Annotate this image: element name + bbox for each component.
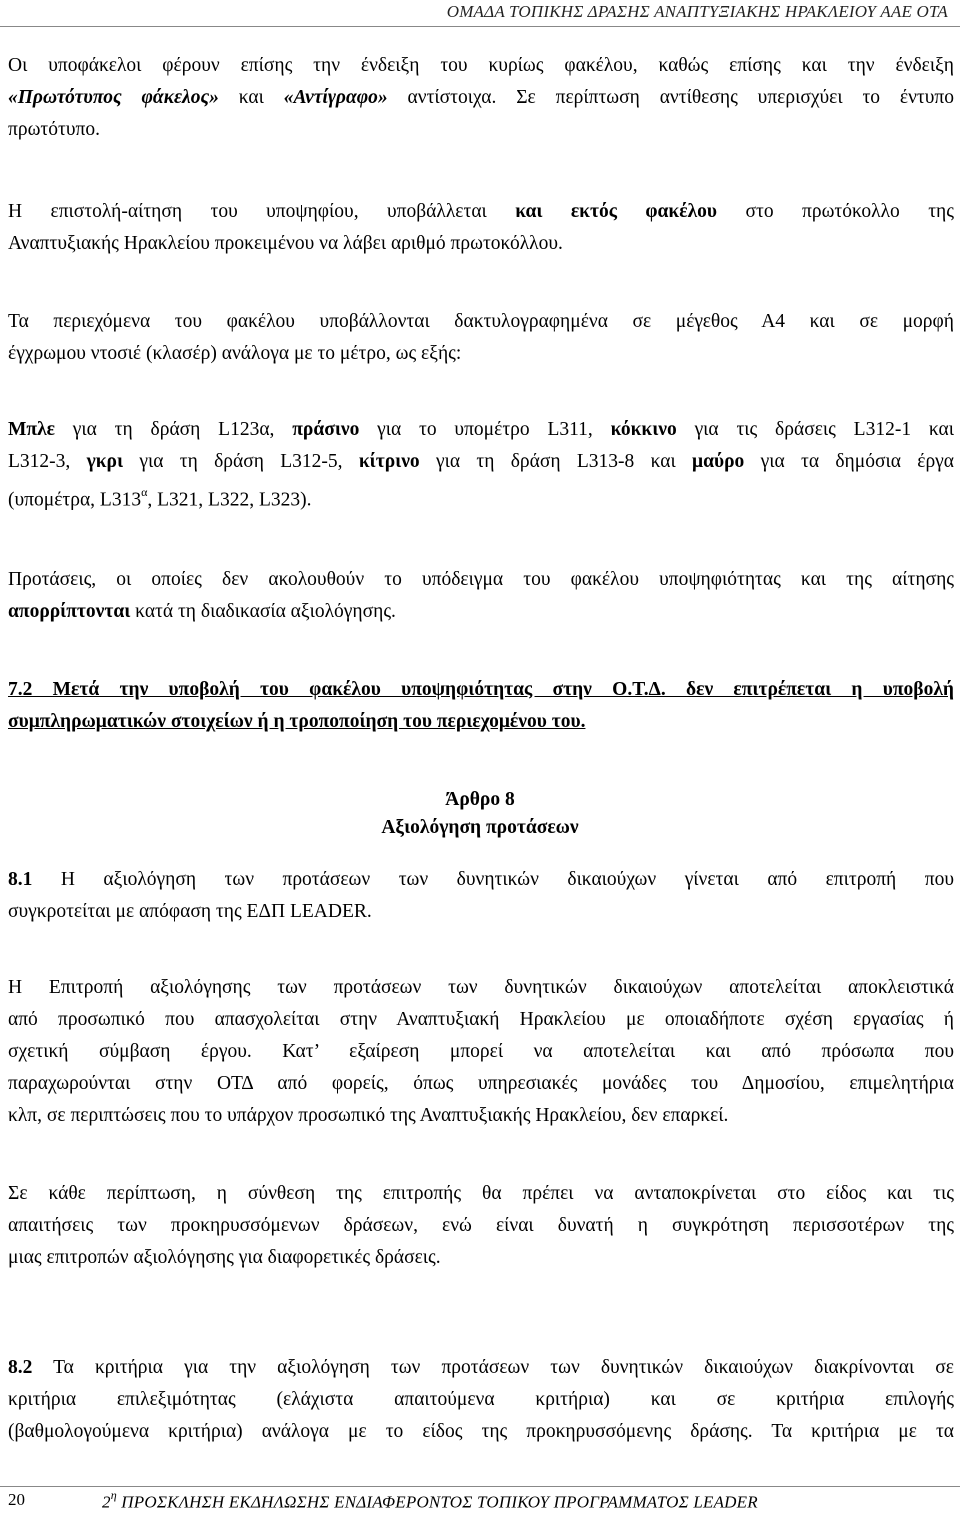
text-line: Προτάσεις, οι οποίες δεν ακολουθούν το υπόδειγμα του φακέλου υποψηφιότητας και της αίτησης — [8, 569, 954, 590]
footer-rule — [0, 1486, 960, 1487]
bold-outside-folder: και εκτός φακέλου — [515, 201, 718, 222]
text-line: συγκροτείται με απόφαση της ΕΔΠ LEADER. — [8, 901, 372, 922]
section-number: 8.2 — [8, 1357, 33, 1378]
color-yellow: κίτρινο — [358, 451, 420, 472]
text-line: 8.2 Τα κριτήρια για την αξιολόγηση των προτάσεων των δυνητικών δικαιούχων διακρίνονται σε — [8, 1357, 954, 1378]
footer-title: $2^\eta$ ΠΡΟΣΚΛΗΣΗ ΕΚΔΗΛΩΣΗΣ ΕΝΔΙΑΦΕΡΟΝΤΟΣ ΤΟΠΙΚΟΥ ΠΡΟΓΡΑΜΜΑΤΟΣ LEADER — [102, 1488, 758, 1512]
emphasis-original-folder: «Πρωτότυπος φάκελος» — [8, 87, 219, 108]
text-line: μιας επιτροπών αξιολόγησης για διαφορετικές δράσεις. — [8, 1247, 441, 1268]
page-header: ΟΜΑΔΑ ΤΟΠΙΚΗΣ ΔΡΑΣΗΣ ΑΝΑΠΤΥΞΙΑΚΗΣ ΗΡΑΚΛΕΙΟΥ ΑΑΕ ΟΤΑ — [446, 2, 948, 21]
text-line: έγχρωμου ντοσιέ (κλασέρ) ανάλογα με το μέτρο, ως εξής: — [8, 343, 462, 364]
paragraph-folder-colors — [8, 414, 954, 510]
text-line: παραχωρούνται στην ΟΤΔ από φορείς, όπως υπηρεσιακές μονάδες του Δημοσίου, επιμελητήρια — [8, 1073, 954, 1094]
color-black: μαύρο — [692, 451, 745, 472]
text-line: συμπληρωματικών στοιχείων ή η τροποποίηση του περιεχομένου του. — [8, 711, 586, 732]
article-title: Άρθρο 8 — [445, 789, 515, 810]
text-line: κριτήρια επιλεξιμότητας (ελάχιστα απαιτούμενα κριτήρια) και σε κριτήρια επιλογής — [8, 1389, 954, 1410]
text-line: απορρίπτονται κατά τη διαδικασία αξιολόγησης. — [8, 601, 396, 622]
bold-rejected: απορρίπτονται — [8, 601, 131, 622]
text-line: (υπομέτρα, $L313^\alpha$, L321, L322, L323). — [8, 485, 312, 511]
paragraph-application-letter — [8, 196, 954, 260]
color-blue: Μπλε — [8, 419, 55, 440]
text-line: Αναπτυξιακής Ηρακλείου προκειμένου να λάβει αριθμό πρωτοκόλλου. — [8, 233, 563, 254]
page-number: 20 — [8, 1490, 25, 1509]
text-line: 7.2 Μετά την υποβολή του φακέλου υποψηφιότητας στην Ο.Τ.Δ. δεν επιτρέπεται η υποβολή — [8, 679, 954, 700]
color-red: κόκκινο — [610, 419, 677, 440]
paragraph-subfolders — [8, 50, 954, 146]
text-line: Μπλε για τη δράση L123α, πράσινο για το υπομέτρο L311, κόκκινο για τις δράσεις L312-1 και — [8, 419, 954, 440]
paragraph-section-8-2 — [8, 1352, 954, 1448]
article-subtitle: Αξιολόγηση προτάσεων — [381, 817, 579, 838]
paragraph-section-8-1 — [8, 864, 954, 928]
text-line: Η επιστολή-αίτηση του υποψηφίου, υποβάλλεται και εκτός φακέλου στο πρωτόκολλο της — [8, 201, 954, 222]
color-green: πράσινο — [292, 419, 360, 440]
text-line: Η Επιτροπή αξιολόγησης των προτάσεων των δυνητικών δικαιούχων αποτελείται αποκλειστικά — [8, 977, 954, 998]
text-line: πρωτότυπο. — [8, 119, 100, 140]
color-gray: γκρι — [86, 451, 124, 472]
text-line: (βαθμολογούμενα κριτήρια) ανάλογα με το είδος της προκηρυσσόμενης δράσης. Τα κριτήρια με τα — [8, 1421, 954, 1442]
emphasis-copy: «Αντίγραφο» — [283, 87, 388, 108]
paragraph-composition — [8, 1178, 954, 1274]
text-line: Οι υποφάκελοι φέρουν επίσης την ένδειξη του κυρίως φακέλου, καθώς επίσης και την ένδειξη — [8, 55, 954, 76]
paragraph-rejection — [8, 564, 954, 628]
text-line: από προσωπικό που απασχολείται στην Αναπτυξιακή Ηρακλείου με οποιαδήποτε σχέση εργασίας ή — [8, 1009, 954, 1030]
text-line: απαιτήσεις των προκηρυσσόμενων δράσεων, ενώ είναι δυνατή η συγκρότηση περισσοτέρων της — [8, 1215, 954, 1236]
paragraph-committee — [8, 972, 954, 1132]
page-footer — [0, 1490, 960, 1512]
superscript-alpha: α — [141, 485, 148, 499]
text-line: «Πρωτότυπος φάκελος» και «Αντίγραφο» αντίστοιχα. Σε περίπτωση αντίθεσης υπερισχύει το έντυπο — [8, 87, 954, 108]
text-line: σχετική σύμβαση έργου. Κατ’ εξαίρεση μπορεί να αποτελείται και από πρόσωπα που — [8, 1041, 954, 1062]
text-line: 8.1 Η αξιολόγηση των προτάσεων των δυνητικών δικαιούχων γίνεται από επιτροπή που — [8, 869, 954, 890]
text-line: Τα περιεχόμενα του φακέλου υποβάλλονται δακτυλογραφημένα σε μέγεθος Α4 και σε μορφή — [8, 311, 954, 332]
section-number: 8.1 — [8, 869, 33, 890]
text-line: κλπ, σε περιπτώσεις που το υπάρχον προσωπικό της Αναπτυξιακής Ηρακλείου, δεν επαρκεί. — [8, 1105, 729, 1126]
paragraph-contents — [8, 306, 954, 370]
header-rule — [0, 26, 960, 27]
paragraph-section-7-2 — [8, 674, 954, 738]
text-line: Σε κάθε περίπτωση, η σύνθεση της επιτροπής θα πρέπει να ανταποκρίνεται στο είδος και τις — [8, 1183, 954, 1204]
text-line: L312-3, γκρι για τη δράση L312-5, κίτρινο για τη δράση L313-8 και μαύρο για τα δημόσια έργα — [8, 451, 954, 472]
